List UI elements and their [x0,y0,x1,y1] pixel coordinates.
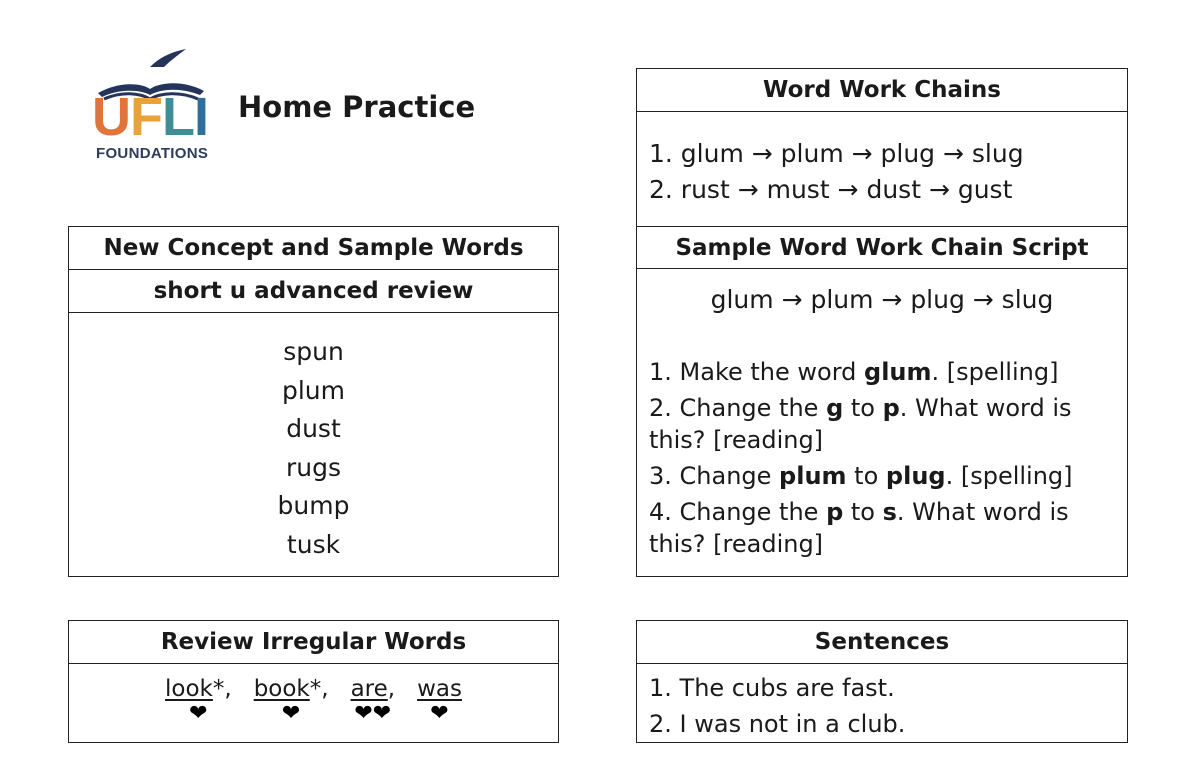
sentence-list [637,664,1127,742]
script-chain: glum → plum → plug → slug [710,285,1054,314]
chains-title: Word Work Chains [637,69,1127,112]
script-step: 3. Change plum to plug. [spelling] [649,462,1073,490]
concept-box [68,226,559,577]
ufli-wordmark: UFLI [92,87,209,147]
chain-list [637,112,1127,208]
script-step: 4. Change the p to s. What word is this? [reading] [649,498,1069,558]
irregular-word: book*, ❤ [253,676,329,726]
sentences-title: Sentences [637,621,1127,664]
page-title: Home Practice [238,90,476,124]
irregular-word-row [69,664,558,724]
script-title: Sample Word Work Chain Script [637,226,1127,269]
logo-subtitle: FOUNDATIONS [96,145,209,162]
sample-word: rugs [285,452,342,482]
sample-word: bump [277,491,350,520]
heart-icon: ❤ [281,701,301,726]
heart-icon: ❤ [430,701,449,726]
script-step: 1. Make the word glum. [spelling] [649,358,1059,386]
word-chains-box [636,68,1128,227]
irregular-title: Review Irregular Words [69,621,558,664]
sample-word: plum [281,375,345,405]
script-steps [637,314,1127,560]
sample-word: tusk [286,529,341,559]
sentence-item: 2. I was not in a club. [649,710,906,738]
irregular-word: look*, ❤ [165,676,232,726]
irregular-word: was ❤ [417,676,462,726]
irregular-words-box [68,620,559,743]
sample-word: dust [286,414,341,443]
chain-item: 1. glum → plum → plug → slug [649,139,1024,168]
sentence-item: 1. The cubs are fast. [649,674,895,702]
sentences-box [636,620,1128,743]
irregular-word: are, ❤❤ [350,676,396,726]
sample-word-list [69,313,558,564]
chain-script-box [636,226,1128,577]
concept-title: New Concept and Sample Words [69,227,558,270]
heart-icon: ❤❤ [354,701,392,726]
script-step: 2. Change the g to p. What word is this? [reading] [649,394,1072,454]
sample-word: spun [283,337,344,366]
heart-icon: ❤ [189,701,208,726]
chain-item: 2. rust → must → dust → gust [649,175,1013,204]
concept-subtitle: short u advanced review [69,270,558,313]
